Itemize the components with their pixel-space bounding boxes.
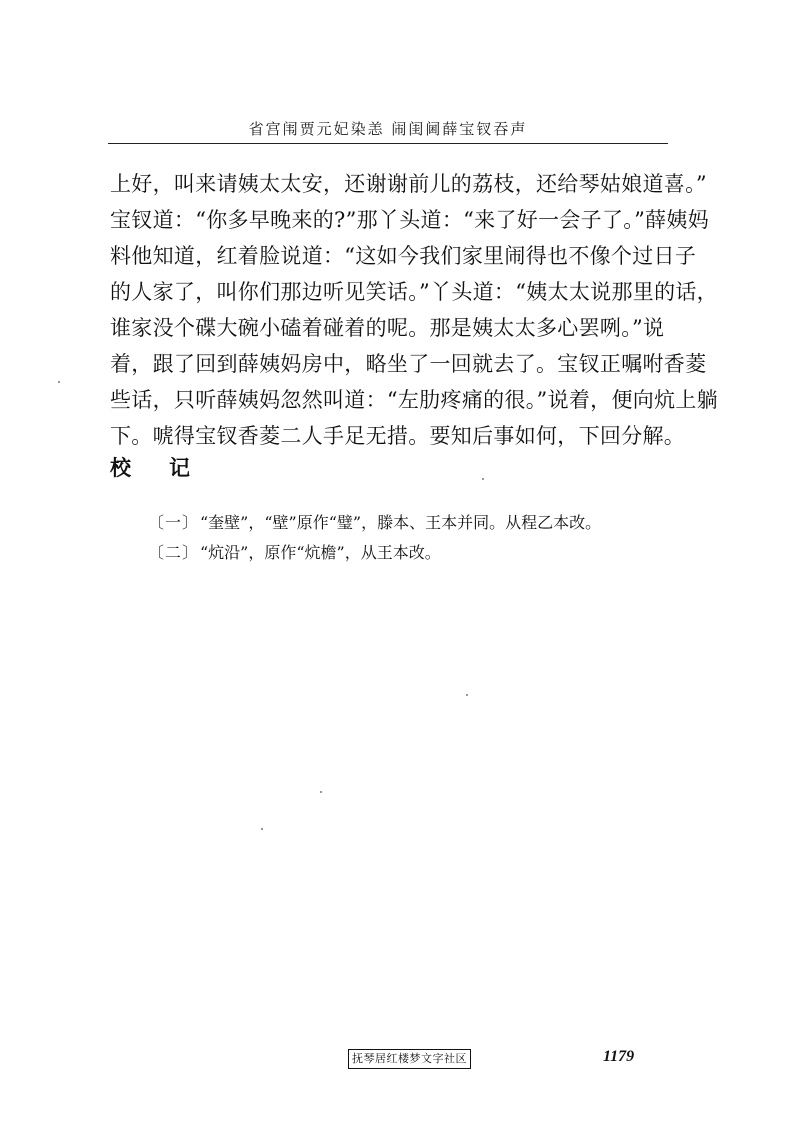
- note-mark: 〔二〕: [148, 543, 200, 562]
- text-line: 料他知道，红着脸说道：“这如今我们家里闹得也不像个过日子: [110, 244, 697, 268]
- scan-speck: [466, 694, 468, 696]
- note-text: “奎壁”，“壁”原作“璧”，滕本、王本并同。从程乙本改。: [200, 513, 602, 532]
- note-mark: 〔一〕: [148, 513, 200, 532]
- body-text: [110, 166, 718, 454]
- scan-speck: [261, 828, 263, 830]
- section-title: [110, 452, 190, 482]
- text-line: 下。唬得宝钗香菱二人手足无措。要知后事如何，下回分解。: [110, 424, 686, 448]
- source-stamp: 抚琴居红楼梦文字社区: [348, 1049, 471, 1069]
- note-text: “炕沿”，原作“炕檐”，从王本改。: [200, 543, 441, 562]
- scan-speck: [58, 381, 60, 383]
- text-line: 些话，只听薛姨妈忽然叫道：“左肋疼痛的很。”说着，便向炕上躺: [110, 388, 718, 412]
- text-line: 上好，叫来请姨太太安，还谢谢前儿的荔枝，还给琴姑娘道喜。”: [110, 172, 707, 196]
- text-line: 的人家了，叫你们那边听见笑话。”丫头道：“姨太太说那里的话，: [110, 280, 718, 304]
- text-line: 宝钗道：“你多早晚来的?”那丫头道：“来了好一会子了。”薛姨妈: [110, 208, 709, 232]
- collation-note: [148, 538, 668, 568]
- text-line: 谁家没个碟大碗小磕着碰着的呢。那是姨太太多心罢咧。”说: [110, 316, 665, 340]
- section-title-char: 记: [169, 456, 190, 480]
- scan-speck: [320, 791, 322, 793]
- scan-speck: [482, 478, 484, 480]
- running-head: 省宫闱贾元妃染恙 闹闺阃薛宝钗吞声: [248, 120, 528, 138]
- text-line: 着，跟了回到薛姨妈房中，略坐了一回就去了。宝钗正嘱咐香菱: [110, 352, 707, 376]
- page-number: 1179: [603, 1048, 635, 1065]
- collation-note: [148, 508, 668, 538]
- header-rule: [108, 143, 668, 144]
- section-title-char: 校: [110, 456, 131, 480]
- collation-notes: [148, 508, 668, 568]
